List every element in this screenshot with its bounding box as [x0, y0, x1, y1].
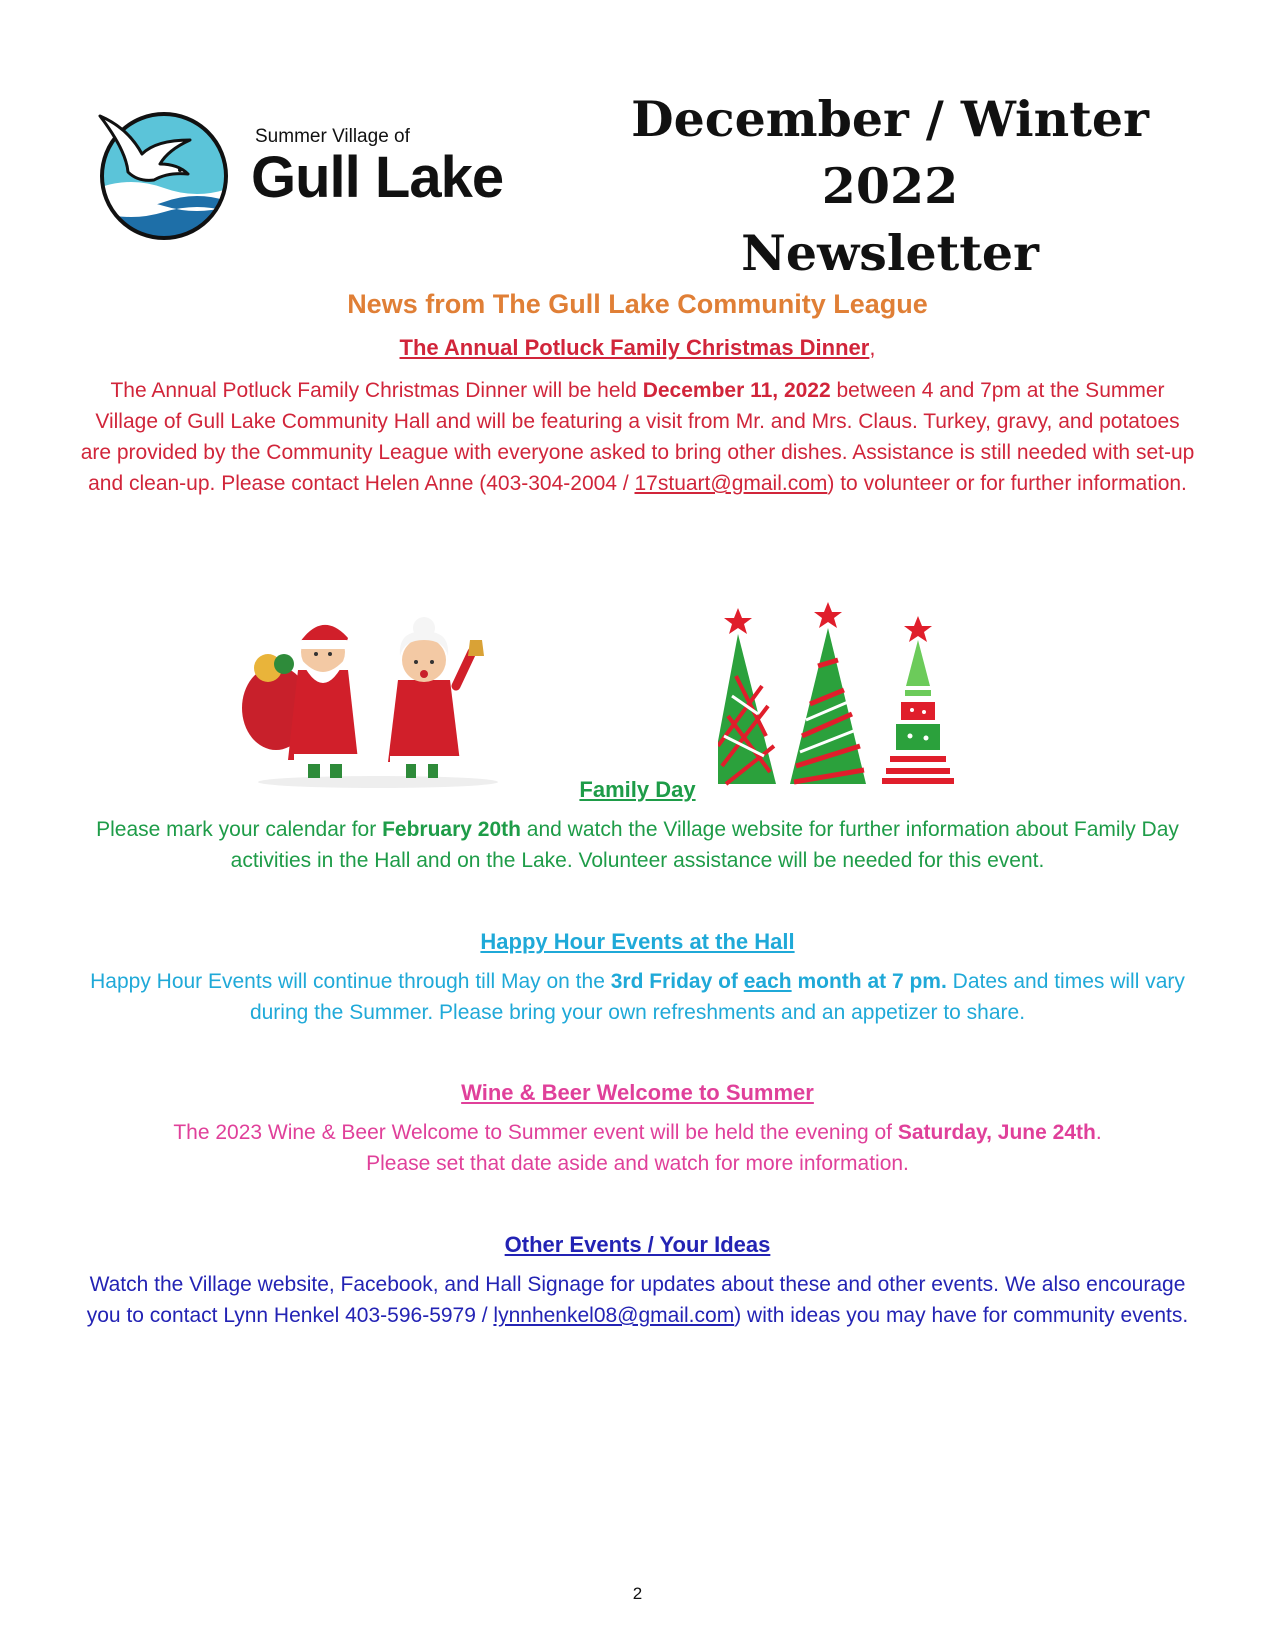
- santa-and-mrs-claus-illustration: [238, 590, 518, 790]
- newsletter-title: [560, 86, 1220, 287]
- logo-name: Gull Lake: [251, 145, 504, 210]
- wine-beer-date: Saturday, June 24th: [897, 1121, 1096, 1144]
- other-events-section: [80, 1230, 1195, 1331]
- family-day-date: February 20th: [382, 818, 521, 841]
- happy-hour-bold-1: 3rd Friday of: [610, 970, 744, 993]
- christmas-trees-illustration: [718, 596, 1008, 788]
- christmas-text-2: between 4 and 7pm at the Summer Village of Gull Lake Community Hall and will be featuring a visit from Mr. and Mrs. Claus. Turkey, gravy, and potatoes are provided by the Community League with everyone asked to bring other dishes. Assistance is still needed with set-up and clean-up. Please contact Helen Anne (403-304-2004 /: [80, 379, 1195, 495]
- family-day-text-2: and watch the Village website for further information about Family Day activities in the Hall and on the Lake. Volunteer assistance will be needed for this event.: [230, 818, 1179, 872]
- christmas-dinner-section: [80, 333, 1195, 499]
- logo-subtitle: Summer Village of: [255, 126, 410, 147]
- family-day-text-1: Please mark your calendar for: [96, 818, 383, 841]
- happy-hour-body: [80, 966, 1195, 1028]
- family-day-body: [80, 814, 1195, 876]
- christmas-dinner-heading: The Annual Potluck Family Christmas Dinner: [399, 335, 870, 360]
- christmas-text-3: ) to volunteer or for further information.: [827, 472, 1187, 495]
- other-events-heading: Other Events / Your Ideas: [504, 1232, 771, 1257]
- wine-beer-text-2: . Please set that date aside and watch for more information.: [366, 1121, 1102, 1175]
- other-events-text-2: ) with ideas you may have for community events.: [734, 1304, 1189, 1327]
- christmas-contact-email-link[interactable]: 17stuart@gmail.com: [634, 472, 828, 495]
- wine-beer-text-1: The 2023 Wine & Beer Welcome to Summer event will be held the evening of: [173, 1121, 898, 1144]
- family-day-section: [80, 775, 1195, 876]
- gull-lake-emblem-icon: [98, 110, 230, 242]
- other-events-contact-email-link[interactable]: lynnhenkel08@gmail.com: [493, 1304, 735, 1327]
- title-line-1: December / Winter 2022: [631, 90, 1149, 215]
- family-day-heading: Family Day: [579, 777, 696, 802]
- wine-beer-body: [140, 1117, 1135, 1179]
- page-number: 2: [632, 1584, 643, 1603]
- christmas-text-1: The Annual Potluck Family Christmas Dinner will be held: [110, 379, 643, 402]
- christmas-date: December 11, 2022: [642, 379, 831, 402]
- league-heading: News from The Gull Lake Community League: [347, 289, 928, 319]
- happy-hour-text-2: Dates and times will vary during the Summer. Please bring your own refreshments and an appetizer to share.: [249, 970, 1185, 1024]
- happy-hour-bold-2: month at 7 pm.: [791, 970, 947, 993]
- happy-hour-section: [80, 927, 1195, 1028]
- happy-hour-heading: Happy Hour Events at the Hall: [480, 929, 795, 954]
- title-line-2: Newsletter: [741, 224, 1039, 282]
- christmas-heading-suffix: ,: [869, 335, 876, 360]
- happy-hour-text-1: Happy Hour Events will continue through till May on the: [90, 970, 611, 993]
- other-events-text-1: Watch the Village website, Facebook, and Hall Signage for updates about these and other events. We also encourage you to contact Lynn Henkel 403-596-5979 /: [86, 1273, 1186, 1327]
- wine-beer-section: [140, 1078, 1135, 1179]
- christmas-dinner-body: [80, 375, 1195, 499]
- wine-beer-heading: Wine & Beer Welcome to Summer: [461, 1080, 814, 1105]
- other-events-body: [80, 1269, 1195, 1331]
- village-logo: [98, 110, 508, 250]
- happy-hour-bold-each: each: [743, 970, 792, 993]
